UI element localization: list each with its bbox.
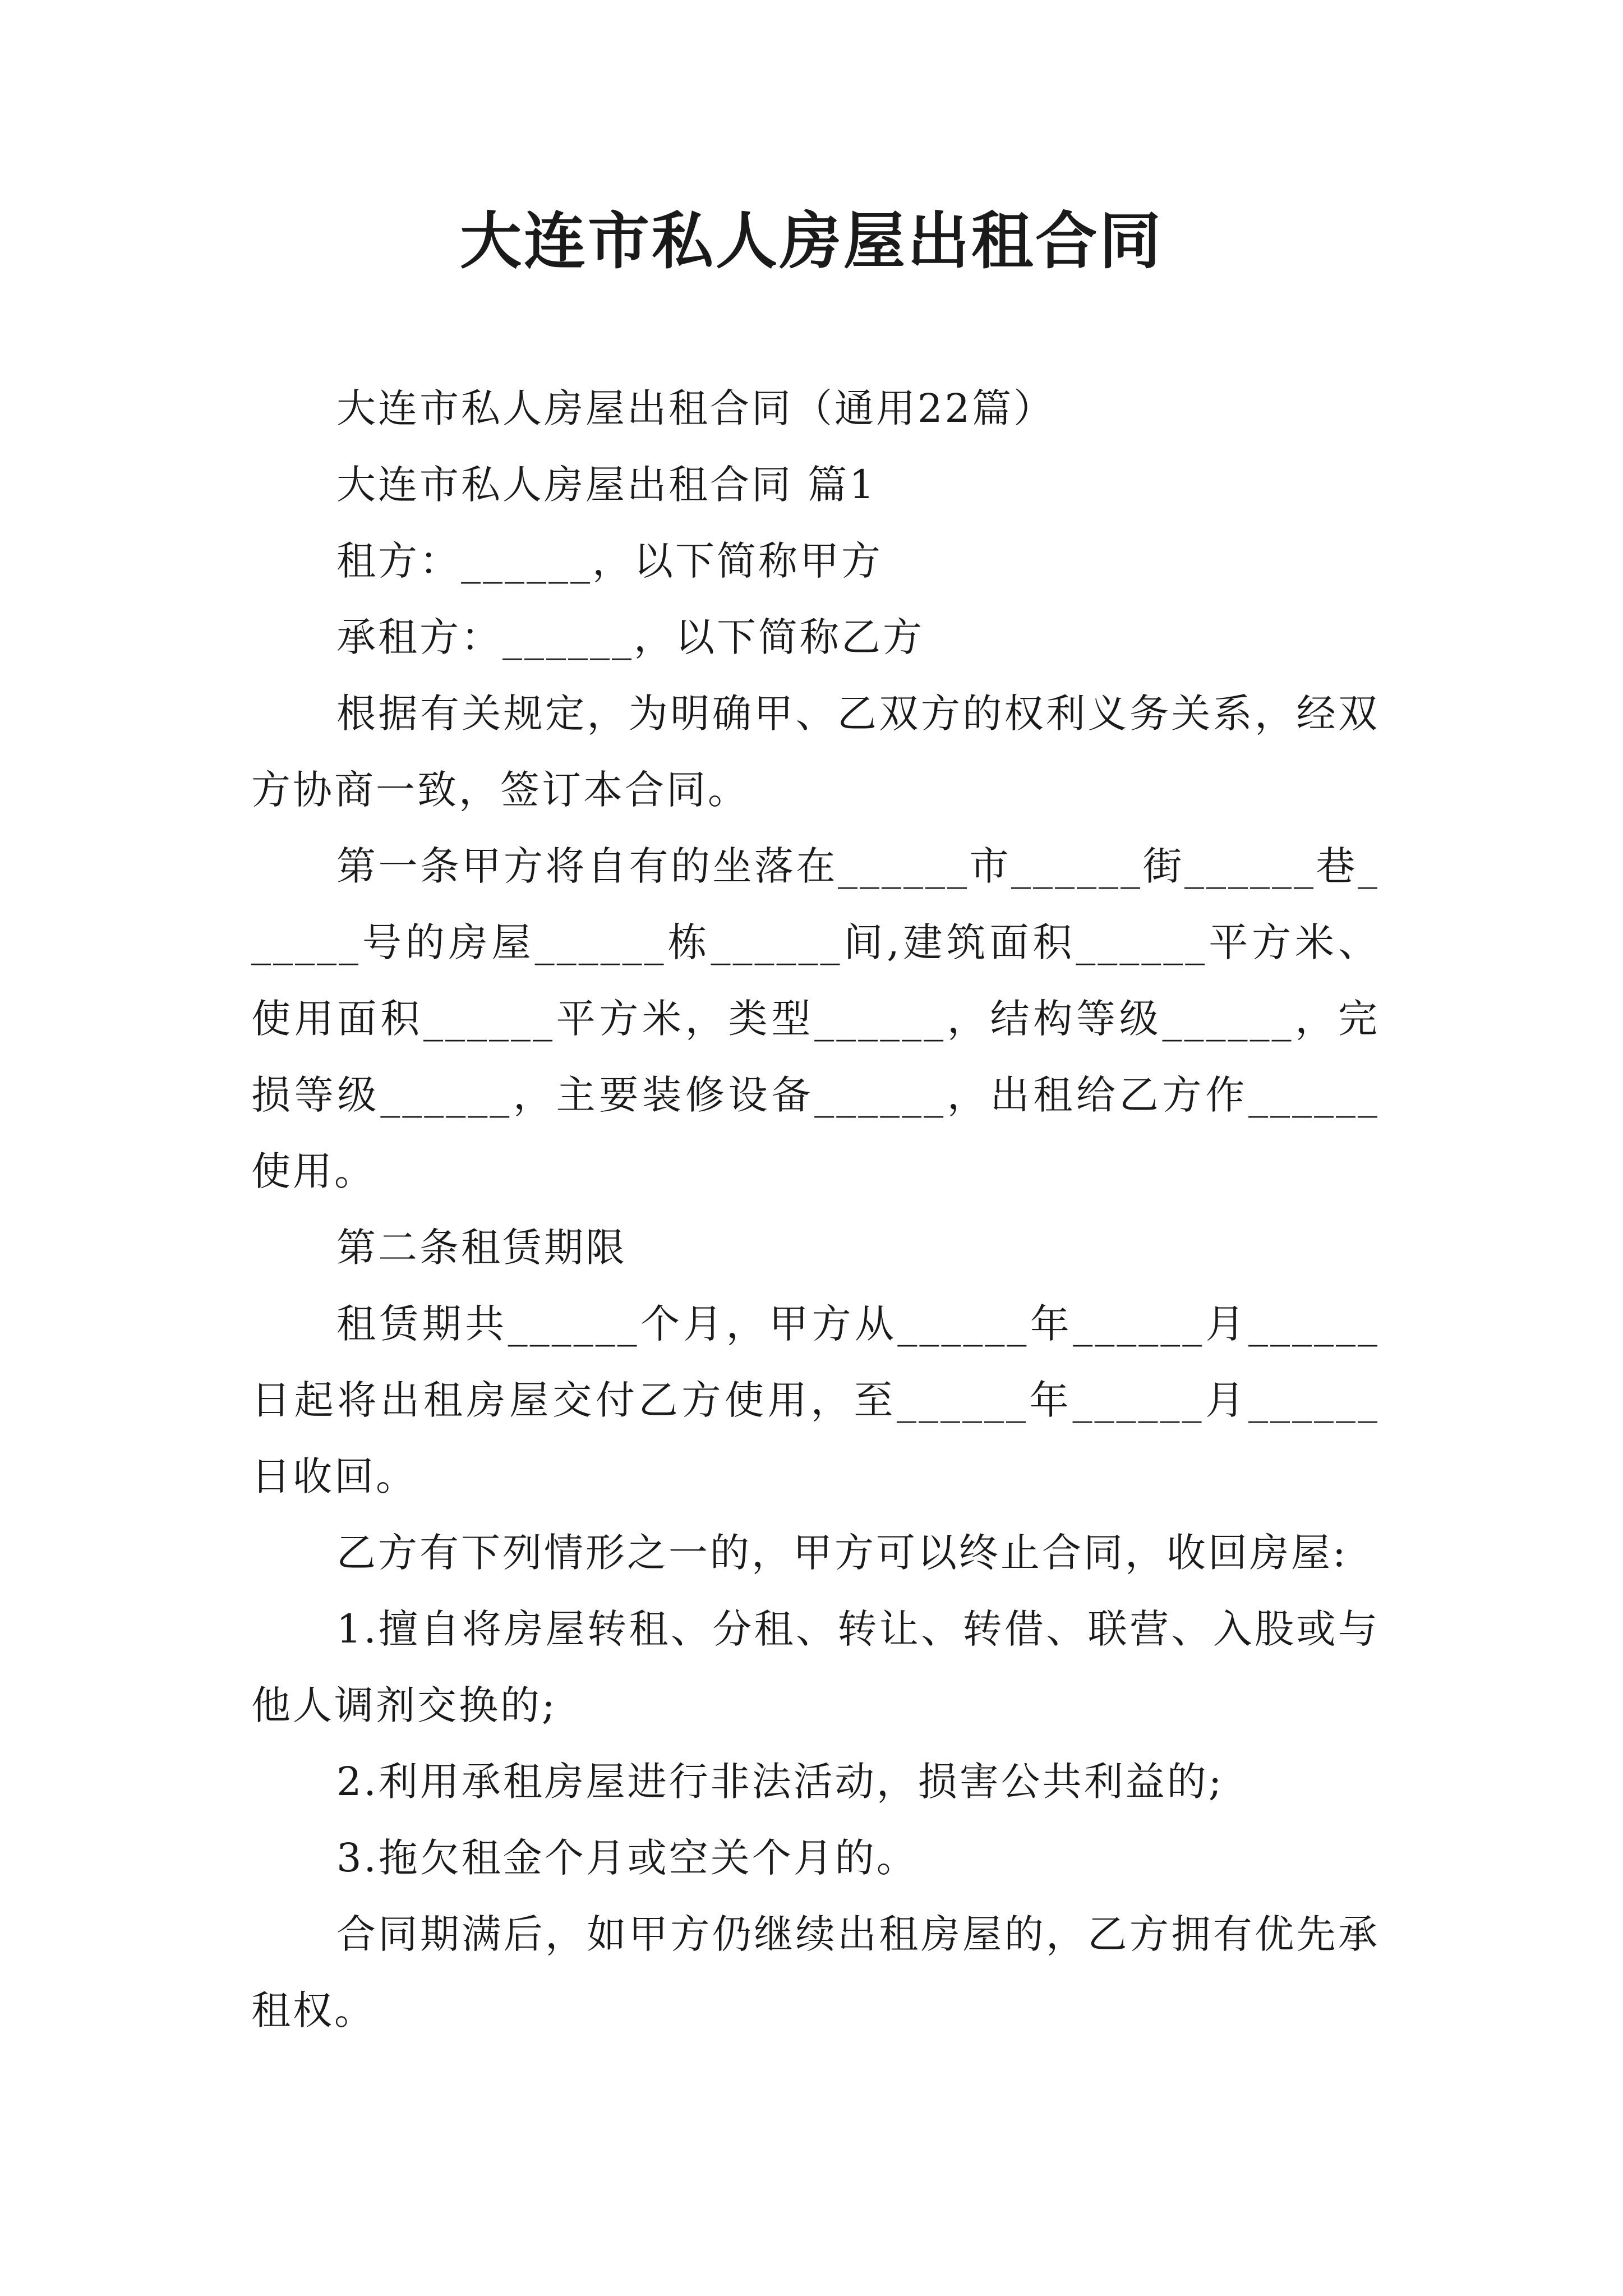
- paragraph-lease-term: 租赁期共______个月，甲方从______年______月______日起将出租房屋交付乙方使用，至______年______月______日收回。: [251, 1301, 1380, 1499]
- paragraph-article-1: 第一条甲方将自有的坐落在______市______街______巷______号的房屋______栋______间,建筑面积______平方米、使用面积______平方米，类型______，结构等级______，完损等级______，主要装修设备______，出租给乙方作______使用。: [251, 843, 1380, 1194]
- document-body: [251, 370, 1380, 2049]
- paragraph-section-heading: 大连市私人房屋出租合同 篇1: [336, 462, 877, 508]
- paragraph-termination-conditions: 乙方有下列情形之一的，甲方可以终止合同，收回房屋:: [336, 1530, 1348, 1576]
- paragraph-preamble: 根据有关规定，为明确甲、乙双方的权利义务关系，经双方协商一致，签订本合同。: [251, 691, 1380, 813]
- paragraph-renewal-priority: 合同期满后，如甲方仍继续出租房屋的，乙方拥有优先承租权。: [251, 1911, 1380, 2033]
- paragraph-subtitle: 大连市私人房屋出租合同（通用22篇）: [336, 385, 1055, 431]
- paragraph-condition-3: 3.拖欠租金个月或空关个月的。: [336, 1835, 918, 1881]
- paragraph-article-2-heading: 第二条租赁期限: [336, 1225, 627, 1271]
- document-title: 大连市私人房屋出租合同: [460, 205, 1163, 277]
- paragraph-condition-2: 2.利用承租房屋进行非法活动，损害公共利益的;: [336, 1759, 1224, 1805]
- paragraph-condition-1: 1.擅自将房屋转租、分租、转让、转借、联营、入股或与他人调剂交换的;: [251, 1606, 1380, 1728]
- paragraph-lessee: 承租方：______，以下简称乙方: [336, 614, 924, 660]
- paragraph-lessor: 租方：______，以下简称甲方: [336, 538, 883, 584]
